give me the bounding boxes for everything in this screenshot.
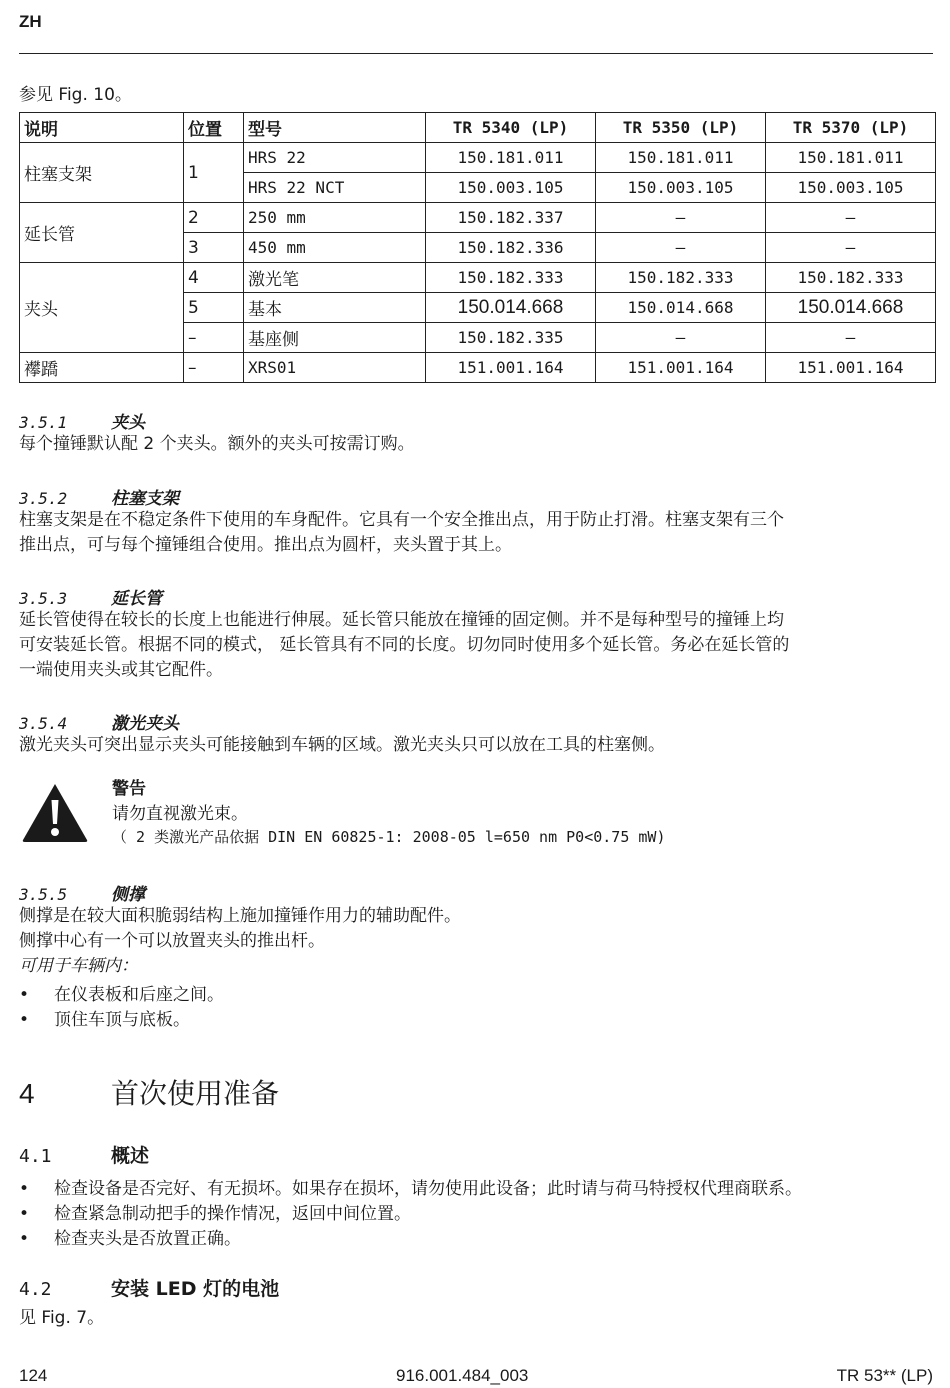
- cell-part-number: 150.181.011: [426, 143, 596, 173]
- cell-part-number: 150.181.011: [596, 143, 766, 173]
- cell-part-number: 150.182.333: [766, 263, 936, 293]
- table-row: [20, 143, 936, 173]
- section-number: 4.2: [19, 1279, 52, 1300]
- warning-laser-spec: （ 2 类激光产品依据 DIN EN 60825-1: 2008-05 l=650 nm P0<0.75 mW): [112, 828, 666, 846]
- cell-part-number: 150.182.333: [596, 263, 766, 293]
- cell-part-number: 150.014.668: [426, 293, 596, 323]
- cell-part-number: 150.003.105: [596, 173, 766, 203]
- cell-model: XRS01: [244, 353, 426, 383]
- list-item-text: 检查设备是否完好、有无损坏。如果存在损坏，请勿使用此设备；此时请与荷马特授权代理商联系。: [54, 1179, 802, 1199]
- cell-position: 5: [184, 293, 244, 323]
- cell-model: 基座侧: [244, 323, 426, 353]
- chapter-title: 首次使用准备: [111, 1077, 280, 1110]
- section-text-3-5-2: [19, 508, 934, 558]
- list-item: [19, 1224, 241, 1249]
- chapter-heading-4: [19, 1072, 279, 1112]
- section-title: 夹头: [111, 413, 145, 433]
- cell-position: 3: [184, 233, 244, 263]
- cell-part-number: 150.182.335: [426, 323, 596, 353]
- cell-position: 1: [184, 143, 244, 203]
- paragraph-line: 激光夹头可突出显示夹头可能接触到车辆的区域。激光夹头只可以放在工具的柱塞侧。: [19, 735, 665, 755]
- language-code: ZH: [19, 12, 42, 31]
- paragraph-line: 见 Fig. 7。: [19, 1308, 105, 1328]
- bullet-mark: •: [19, 1204, 30, 1224]
- cell-part-number: 151.001.164: [426, 353, 596, 383]
- cell-position: 2: [184, 203, 244, 233]
- paragraph-line: 每个撞锤默认配 2 个夹头。额外的夹头可按需订购。: [19, 434, 415, 454]
- cell-position: –: [184, 353, 244, 383]
- section-number: 3.5.1: [19, 413, 68, 432]
- cell-part-number: –: [596, 203, 766, 233]
- intro-reference: 参见 Fig. 10。: [19, 85, 132, 105]
- group-plunger-support: 柱塞支架: [20, 143, 184, 203]
- section-text-3-5-4: [19, 733, 934, 758]
- table-row: [20, 263, 936, 293]
- table-row: [20, 203, 936, 233]
- list-item: [19, 1199, 411, 1224]
- group-clamp-head: 夹头: [20, 263, 184, 353]
- section-heading-4-1: [19, 1141, 149, 1168]
- header-tr5350: TR 5350 (LP): [596, 113, 766, 143]
- group-extension-tube: 延长管: [20, 203, 184, 263]
- cell-part-number: 150.003.105: [766, 173, 936, 203]
- section-title: 激光夹头: [111, 714, 179, 734]
- cell-model: HRS 22 NCT: [244, 173, 426, 203]
- header-description: 说明: [20, 113, 184, 143]
- bullet-mark: •: [19, 1010, 30, 1030]
- section-title: 延长管: [111, 589, 162, 609]
- table-row: [20, 353, 936, 383]
- cell-position: –: [184, 323, 244, 353]
- cell-part-number: 150.182.337: [426, 203, 596, 233]
- chapter-number: 4: [19, 1078, 35, 1109]
- section-heading-4-2: [19, 1274, 279, 1301]
- page-number: 124: [19, 1366, 48, 1385]
- section-title: 安装 LED 灯的电池: [111, 1278, 280, 1300]
- cell-model: 激光笔: [244, 263, 426, 293]
- section-heading-3-5-2: [19, 484, 179, 509]
- paragraph-line: 侧撑中心有一个可以放置夹头的推出杆。: [19, 931, 325, 951]
- cell-part-number: 150.003.105: [426, 173, 596, 203]
- cell-model: HRS 22: [244, 143, 426, 173]
- list-item: [19, 980, 224, 1005]
- header-tr5370: TR 5370 (LP): [766, 113, 936, 143]
- cell-part-number: 150.182.333: [426, 263, 596, 293]
- warning-text: 请勿直视激光束。: [112, 804, 248, 824]
- paragraph-line: 可安装延长管。根据不同的模式， 延长管具有不同的长度。切勿同时使用多个延长管。务必在延长管的: [19, 635, 790, 655]
- bullet-mark: •: [19, 985, 30, 1005]
- cell-part-number: –: [596, 323, 766, 353]
- cell-part-number: 151.001.164: [766, 353, 936, 383]
- header-rule: [19, 53, 933, 54]
- header-model: 型号: [244, 113, 426, 143]
- group-side-brace: 襻蹻: [20, 353, 184, 383]
- section-text-3-5-3: [19, 608, 934, 683]
- warning-title: 警告: [112, 779, 146, 799]
- footer-model: TR 53** (LP): [836, 1366, 933, 1385]
- section-text-3-5-5: [19, 904, 934, 979]
- document-number: 916.001.484_003: [396, 1366, 529, 1385]
- section-text-4-2: [19, 1306, 934, 1331]
- section-number: 3.5.5: [19, 885, 68, 904]
- paragraph-line: 侧撑是在较大面积脆弱结构上施加撞锤作用力的辅助配件。: [19, 906, 461, 926]
- paragraph-line: 一端使用夹头或其它配件。: [19, 660, 223, 680]
- section-heading-3-5-5: [19, 880, 145, 905]
- section-number: 3.5.2: [19, 489, 68, 508]
- cell-part-number: 150.014.668: [766, 293, 936, 323]
- section-title: 侧撑: [111, 885, 145, 905]
- cell-part-number: –: [766, 233, 936, 263]
- section-heading-3-5-3: [19, 584, 162, 609]
- paragraph-line: 延长管使得在较长的长度上也能进行伸展。延长管只能放在撞锤的固定侧。并不是每种型号的撞锤上均: [19, 610, 784, 630]
- bullet-mark: •: [19, 1229, 30, 1249]
- section-heading-3-5-4: [19, 709, 179, 734]
- warning-triangle-icon: [21, 782, 89, 844]
- cell-part-number: –: [596, 233, 766, 263]
- cell-part-number: –: [766, 203, 936, 233]
- cell-part-number: 151.001.164: [596, 353, 766, 383]
- cell-model: 基本: [244, 293, 426, 323]
- section-heading-3-5-1: [19, 408, 145, 433]
- parts-table: [19, 112, 936, 383]
- list-item-text: 检查夹头是否放置正确。: [54, 1229, 241, 1249]
- section-title: 柱塞支架: [111, 489, 179, 509]
- cell-model: 250 mm: [244, 203, 426, 233]
- section-title: 概述: [111, 1145, 150, 1167]
- header-position: 位置: [184, 113, 244, 143]
- section-number: 4.1: [19, 1146, 52, 1167]
- cell-part-number: 150.182.336: [426, 233, 596, 263]
- cell-part-number: 150.181.011: [766, 143, 936, 173]
- section-number: 3.5.4: [19, 714, 68, 733]
- list-item: [19, 1174, 802, 1199]
- section-text-3-5-1: [19, 432, 934, 457]
- section-number: 3.5.3: [19, 589, 68, 608]
- paragraph-line-italic: 可用于车辆内：: [19, 956, 138, 976]
- paragraph-line: 柱塞支架是在不稳定条件下使用的车身配件。它具有一个安全推出点，用于防止打滑。柱塞支架有三个: [19, 510, 784, 530]
- cell-part-number: 150.014.668: [596, 293, 766, 323]
- cell-part-number: –: [766, 323, 936, 353]
- list-item-text: 检查紧急制动把手的操作情况，返回中间位置。: [54, 1204, 411, 1224]
- cell-model: 450 mm: [244, 233, 426, 263]
- paragraph-line: 推出点，可与每个撞锤组合使用。推出点为圆杆，夹头置于其上。: [19, 535, 512, 555]
- header-tr5340: TR 5340 (LP): [426, 113, 596, 143]
- cell-position: 4: [184, 263, 244, 293]
- list-item-text: 顶住车顶与底板。: [54, 1010, 190, 1030]
- table-header-row: [20, 113, 936, 143]
- bullet-mark: •: [19, 1179, 30, 1199]
- list-item-text: 在仪表板和后座之间。: [54, 985, 224, 1005]
- list-item: [19, 1005, 190, 1030]
